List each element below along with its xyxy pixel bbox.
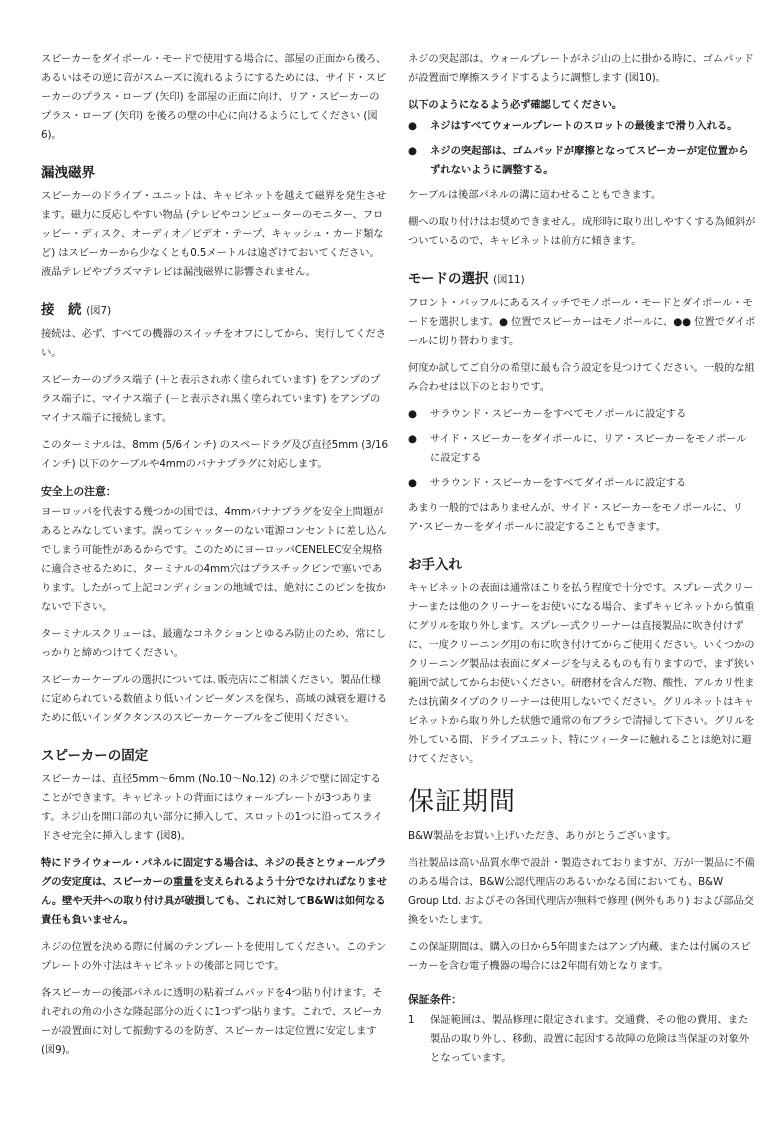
list-item: ● サイド・スピーカーをダイポールに、リア・スピーカーをモノポールに設定する	[408, 430, 756, 468]
check-intro-paragraph: 以下のようになるよう必ず確認してください。	[408, 99, 623, 111]
warranty-paragraph-1: B&W製品をお買い上げいただき、ありがとうございます。	[408, 830, 677, 842]
heading-warranty: 保証期間	[408, 787, 517, 817]
condition-number: 1	[408, 1014, 415, 1026]
cable-paragraph: ケーブルは後部パネルの溝に這わせることもできます。	[408, 189, 662, 201]
mode-paragraph-1: フロント・バッフルにあるスイッチでモノポール・モードとダイポール・モードを選択します。● 位置でスピーカーはモノポールに、●● 位置でダイポールに切り替わります。	[408, 297, 756, 347]
heading-mode-text: モードの選択	[408, 271, 489, 287]
fixing-warning-paragraph: 特にドライウォール・パネルに固定する場合は、ネジの長さとウォールプラグの安定度は、スピーカーの重量を支えられるよう十分でなければなりません。壁や天井への取り付け具が破損しても、これに対してB&Wは如何なる責任も負いません。	[41, 857, 388, 926]
list-item: ● ネジの突起部は、ゴムパッドが摩擦となってスピーカーが定位置からずれないように調整する。	[408, 142, 756, 180]
warranty-paragraph-3: この保証期間は、購入の日から5年間またはアンプ内蔵、または付属のスピーカーを含む電子機器の場合には2年間有効となります。	[408, 941, 751, 972]
shelf-paragraph: 棚への取り付けはお奨めできません。成形時に取り出しやすくする為傾斜がついているので、キャビネットは前方に傾きます。	[408, 216, 756, 247]
heading-speaker-fixing: スピーカーの固定	[41, 748, 149, 764]
intro-paragraph: スピーカーをダイポール・モードで使用する場合に、部屋の正面から後ろ、あるいはその逆に音がスムーズに流れるようにするためには、サイド・スピーカーのプラス・ローブ (矢印) を部屋の正面に向け、リア・スピーカーのプラス・ローブ (矢印) を後ろの壁の中心に向けるようにしてください (図6)。	[41, 53, 387, 141]
heading-warranty-conditions: 保証条件：	[408, 993, 462, 1006]
fixing-paragraph-3: 各スピーカーの後部パネルに透明の粘着ゴムパッドを4つ貼り付けます。それぞれの角の小さな隆起部分の近くに1つずつ貼ります。これで、スピーカーが設置面に対して振動するのを防ぎ、スピーカーは定位置に安定します (図9)。	[41, 987, 383, 1056]
check-list	[408, 117, 756, 180]
fixing-paragraph-1: スピーカーは、直径5mm～6mm (No.10～No.12) のネジで壁に固定することができます。キャビネットの背面にはウォールプレートが3つあります。ネジ山を開口部の丸い部分に挿入して、スロットの1つに沿ってスライドさせ完全に挿入します (図8)。	[41, 773, 383, 842]
list-item: ● サラウンド・スピーカーをすべてモノポールに設定する	[408, 405, 756, 424]
bullet-icon: ●	[408, 477, 417, 489]
heading-connection-figure: (図7)	[86, 305, 112, 317]
connection-paragraph-3: このターミナルは、8mm (5/6インチ) のスペードラグ及び直径5mm (3/16インチ) 以下のケーブルや4mmのバナナプラグに対応します。	[41, 439, 388, 470]
safety-paragraph-1: ヨーロッパを代表する幾つかの国では、4mmバナナプラグを安全上問題があるとみなしています。誤ってシャッターのない電源コンセントに差し込んでしまう可能性があるからです。このためにヨーロッパCENELEC安全規格に適合させるために、ターミナルの4mm穴はプラスチックピンで塞いであります。したがって上記コンディションの地域では、絶対にこのピンを抜かないで下さい。	[41, 506, 387, 613]
connection-paragraph-1: 接続は、必ず、すべての機器のスイッチをオフにしてから、実行してください。	[41, 328, 386, 359]
connection-paragraph-2: スピーカーのプラス端子 (＋と表示され赤く塗られています) をアンプのプラス端子に、マイナス端子 (－と表示され黒く塗られています) をアンプのマイナス端子に接続します。	[41, 374, 381, 424]
heading-care: お手入れ	[408, 557, 462, 573]
list-item: ● ネジはすべてウォールプレートのスロットの最後まで滑り入れる。	[408, 117, 756, 136]
fixing-paragraph-2: ネジの位置を決める際に付属のテンプレートを使用してください。このテンプレートの外寸法はキャビネットの後部と同じです。	[41, 941, 387, 972]
mode-paragraph-2: 何度か試してご自分の希望に最も合う設定を見つけてください。一般的な組み合わせは以下のとおりです。	[408, 362, 755, 393]
safety-paragraph-2: ターミナルスクリューは、最適なコネクションとゆるみ防止のため、常にしっかりと締めつけてください。	[41, 628, 386, 659]
list-item	[408, 1011, 756, 1068]
heading-safety: 安全上の注意：	[41, 485, 117, 498]
heading-connection-text: 接 続	[41, 302, 82, 318]
magnetic-paragraph: スピーカーのドライブ・ユニットは、キャビネットを越えて磁界を発生させます。磁力に反応しやすい物品 (テレビやコンピューターのモニター、フロッピー・ディスク、オーディオ／ビデオ・テープ、キャッシュ・カード類など) はスピーカーから少なくとも0.5メートルは遠ざけておいてください。液晶テレビやプラズマテレビは漏洩磁界に影響されません。	[41, 190, 387, 278]
right-column	[408, 50, 756, 1068]
care-paragraph: キャビネットの表面は通常ほこりを払う程度で十分です。スプレー式クリーナーまたは他のクリーナーをお使いになる場合、まずキャビネットから慎重にグリルを取り外します。スプレー式クリーナーは直接製品に吹き付けずに、一度クリーニング用の布に吹き付けてからご使用ください。いくつかのクリーニング製品は表面にダメージを与えるものも有りますので、まず狭い範囲で試してからお使いください。研磨材を含んだ物、酸性、アルカリ性または抗菌タイプのクリーナーは使用しないでください。グリルネットはキャビネットから取り外した状態で通常の布ブラシで清掃して下さい。グリルを外している間、ドライブユニット、特にツィーターに触れることは絶対に避けてください。	[408, 582, 755, 765]
bullet-icon: ●	[408, 145, 417, 157]
bullet-icon: ●	[408, 120, 417, 132]
heading-mode-figure: (図11)	[493, 274, 525, 286]
warranty-paragraph-2: 当社製品は高い品質水準で設計・製造されておりますが、万が一製品に不備のある場合は、B&W公認代理店のあるいかなる国においても、B&W Group Ltd. およびその各国代理店が無料で修理 (例外もあり) および部品交換をいたします。	[408, 857, 755, 926]
safety-paragraph-3: スピーカーケーブルの選択については､販売店にご相談ください。製品仕様に定められている数値より低いインピーダンスを保ち、高域の減衰を避けるために低いインダクタンスのスピーカーケーブルをご使用ください。	[41, 674, 388, 724]
conditions-list	[408, 1011, 756, 1068]
screw-paragraph: ネジの突起部は、ウォールプレートがネジ山の上に掛かる時に、ゴムパッドが設置面で摩擦スライドするように調整します (図10)。	[408, 53, 754, 84]
heading-mode-selection	[408, 269, 756, 290]
left-column	[41, 50, 389, 1068]
mode-paragraph-3: あまり一般的ではありませんが、サイド・スピーカーをモノポールに、リア･スピーカーをダイポールに設定することもできます。	[408, 502, 743, 533]
heading-connection	[41, 300, 389, 321]
list-item: ● サラウンド・スピーカーをすべてダイポールに設定する	[408, 474, 756, 493]
bullet-icon: ●	[408, 433, 417, 445]
bullet-icon: ●	[408, 408, 417, 420]
condition-text: 保証範囲は、製品修理に限定されます。交通費、その他の費用、また製品の取り外し、移動、設置に起因する故障の危険は当保証の対象外となっています。	[430, 1014, 750, 1064]
heading-magnetic-field: 漏洩磁界	[41, 165, 95, 181]
mode-list	[408, 405, 756, 493]
